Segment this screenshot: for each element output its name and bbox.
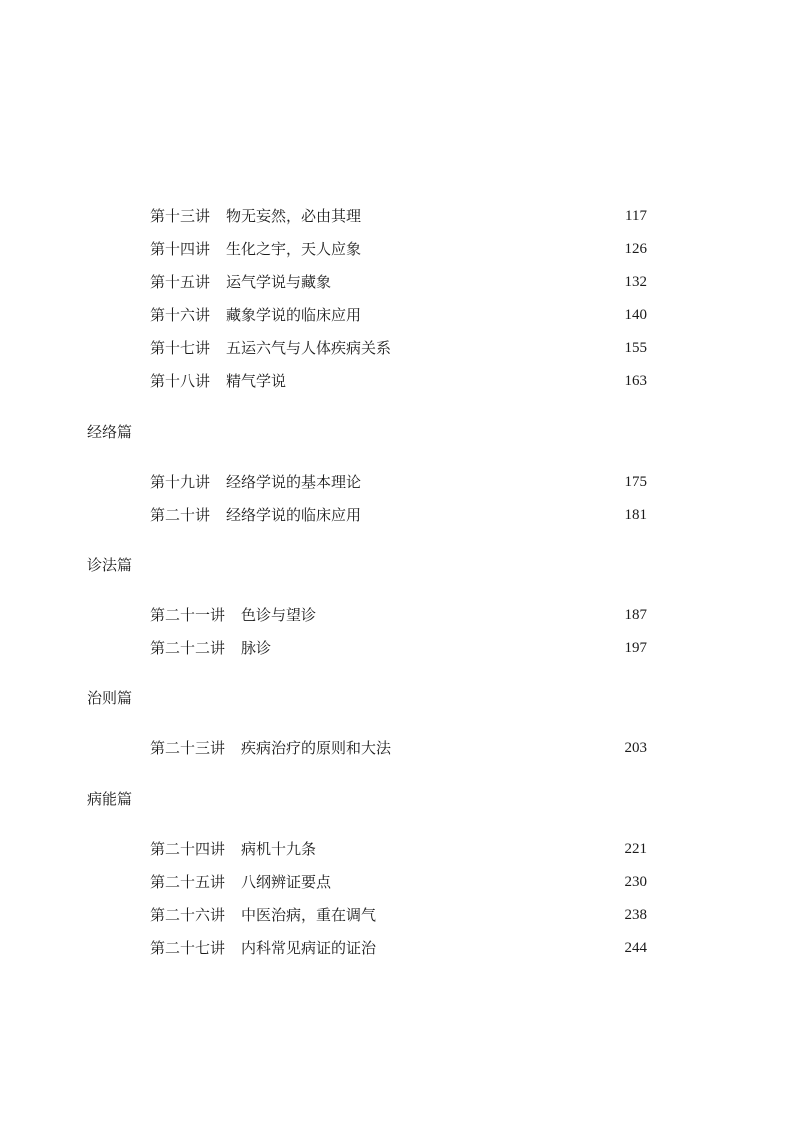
chapter-number: 第十三讲 bbox=[150, 207, 211, 225]
page-number: 126 bbox=[624, 241, 647, 257]
chapter-number: 第十六讲 bbox=[150, 306, 211, 324]
part-heading: 诊法篇 bbox=[87, 556, 133, 574]
chapter-title: 八纲辨证要点 bbox=[241, 873, 332, 891]
chapter-title: 藏象学说的临床应用 bbox=[226, 306, 362, 324]
page-number: 197 bbox=[624, 640, 647, 656]
toc-entry[interactable] bbox=[150, 303, 647, 327]
chapter-number: 第二十三讲 bbox=[150, 739, 226, 757]
page-number: 155 bbox=[624, 340, 647, 356]
toc-entry[interactable] bbox=[150, 470, 647, 494]
page-number: 244 bbox=[624, 940, 647, 956]
chapter-title: 运气学说与藏象 bbox=[226, 273, 332, 291]
toc-entry[interactable] bbox=[150, 369, 647, 393]
chapter-title: 中医治病，重在调气 bbox=[241, 906, 377, 924]
chapter-number: 第十八讲 bbox=[150, 372, 211, 390]
chapter-number: 第二十一讲 bbox=[150, 606, 226, 624]
chapter-title: 物无妄然，必由其理 bbox=[226, 207, 362, 225]
chapter-number: 第二十六讲 bbox=[150, 906, 226, 924]
chapter-title: 色诊与望诊 bbox=[241, 606, 317, 624]
toc-entry[interactable] bbox=[150, 336, 647, 360]
chapter-title: 经络学说的基本理论 bbox=[226, 473, 362, 491]
page-number: 163 bbox=[624, 373, 647, 389]
chapter-number: 第二十二讲 bbox=[150, 639, 226, 657]
chapter-title: 病机十九条 bbox=[241, 840, 317, 858]
toc-entry[interactable] bbox=[150, 837, 647, 861]
page-number: 175 bbox=[624, 474, 647, 490]
toc-entry[interactable] bbox=[150, 936, 647, 960]
toc-entry[interactable] bbox=[150, 903, 647, 927]
chapter-title: 生化之宇，天人应象 bbox=[226, 240, 362, 258]
page-number: 203 bbox=[624, 740, 647, 756]
chapter-number: 第十九讲 bbox=[150, 473, 211, 491]
page-number: 221 bbox=[624, 841, 647, 857]
chapter-number: 第二十七讲 bbox=[150, 939, 226, 957]
part-heading: 病能篇 bbox=[87, 790, 133, 808]
chapter-number: 第二十五讲 bbox=[150, 873, 226, 891]
chapter-number: 第二十四讲 bbox=[150, 840, 226, 858]
toc-entry[interactable] bbox=[150, 503, 647, 527]
chapter-number: 第十四讲 bbox=[150, 240, 211, 258]
part-heading: 治则篇 bbox=[87, 689, 133, 707]
toc-entry[interactable] bbox=[150, 870, 647, 894]
part-heading: 经络篇 bbox=[87, 423, 133, 441]
chapter-number: 第十七讲 bbox=[150, 339, 211, 357]
page-number: 132 bbox=[624, 274, 647, 290]
toc-entry[interactable] bbox=[150, 736, 647, 760]
chapter-title: 经络学说的临床应用 bbox=[226, 506, 362, 524]
chapter-title: 脉诊 bbox=[241, 639, 272, 657]
chapter-number: 第二十讲 bbox=[150, 506, 211, 524]
page-number: 238 bbox=[624, 907, 647, 923]
toc-entry[interactable] bbox=[150, 237, 647, 261]
toc-entry[interactable] bbox=[150, 603, 647, 627]
page-number: 140 bbox=[624, 307, 647, 323]
page-number: 187 bbox=[624, 607, 647, 623]
chapter-title: 五运六气与人体疾病关系 bbox=[226, 339, 392, 357]
page-number: 117 bbox=[625, 208, 647, 224]
chapter-number: 第十五讲 bbox=[150, 273, 211, 291]
chapter-title: 疾病治疗的原则和大法 bbox=[241, 739, 392, 757]
toc-entry[interactable] bbox=[150, 270, 647, 294]
toc-entry[interactable] bbox=[150, 636, 647, 660]
chapter-title: 内科常见病证的证治 bbox=[241, 939, 377, 957]
page-number: 230 bbox=[624, 874, 647, 890]
page-number: 181 bbox=[624, 507, 647, 523]
chapter-title: 精气学说 bbox=[226, 372, 287, 390]
toc-entry[interactable] bbox=[150, 204, 647, 228]
